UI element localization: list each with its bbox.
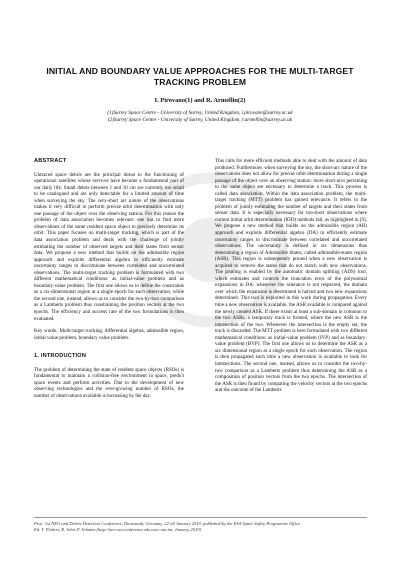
footer-line-2: Ed. T. Flohrer, R. Jehn, F. Schmitz (http://neo-sst-conference.sdo.esoc.esa.int, January 2019) [34,527,201,533]
affiliation-1: (1)Surrey Space Centre - University of Surrey, United Kingdom, i.pirovano@surrey.ac.uk [107,110,293,116]
affiliations [40,110,360,125]
introduction-heading: 1. INTRODUCTION [34,353,87,360]
left-column [34,158,184,406]
footer [34,521,367,533]
footer-divider [34,517,367,518]
paper-title: INITIAL AND BOUNDARY VALUE APPROACHES FOR THE MULTI-TARGET TRACKING PROBLEM [46,66,354,87]
introduction-text: The problem of determining the state of resident space objects (RSOs) is fundamental to maintain a collision-free environment in space, predict space events and perform activities. Due to the development of new observing technologies and the ever-growing number of RSOs, the number of observations available is increasing by the day. [34,366,184,399]
keywords: Key words: Multi-target tracking, differential algebra, admissible region, initial value problem, boundary value problem. [34,328,184,341]
paper-authors: I. Pirovano(1) and R. Armellin(2) [154,97,246,104]
right-column-text: This calls for more efficient methods able to deal with the amount of data produced. Furthermore, when surveying the sky, the short-arc nature of the observations does not allow for precise orbit determination during a single passage of the object over an observing station: more short-arcs pertaining to the same object are necessary to determine a track. This process is called data association. Within the data association problem, the multi-target tracking (MTT) problem has gained relevance. It refers to the problem of jointly estimating the number of targets and their states from sensor data. It is especially necessary for too-short observations where current initial orbit determination (IOD) methods fail, as highlighted in [9]. We propose a new method that builds on the admissible region (AR) approach and exploits differential algebra (DA) to efficiently estimate uncertainty ranges to discriminate between correlated and uncorrelated observations. The uncertainty is defined in six dimensions thus determining a region of Admissible States, called admissible-states region (ASR). This region is subsequently pruned when a new observation is acquired to remove the states that do not match with new observations. The pruning is enabled by the automatic domain splitting (ADS) tool, which estimates and controls the truncation error of the polynomial expansions in DA: whenever the tolerance is not respected, the domain over which the expansion is determined is halved and two new expansions determined. This tool is exploited in this work during propagation. Every time a new observation is available, the ASR available is compared against the newly created ASR. If there exists at least a sub-domain in common to the two ASRs, a temporary track is formed, where the new ASR is the intersection of the two. Whenever the intersection is the empty set, the track is discarded. The MTT problem is here formulated with two different mathematical conditions: as initial-value problem (IVP) and as boundary-value problem (BVP). The first one allows us to determine the ASR as a six dimensional region at a single epoch for each observation. The region is then propagated each time a new observation is available to look for intersections. The second one, instead, allows us to consider the two-by-two comparison as a Lamberts problem thus determining the ASR as a composition of position vectors from the two epochs. The intersection of the ASR is then found by comparing the velocity vectors at the two epochs and the outcome of the Lamberts [215,158,367,394]
affiliation-2: (2)Surrey Space Centre - University of Surrey, United Kingdom, r.armellin@surrey.ac.uk [107,117,293,124]
abstract-heading: ABSTRACT [34,158,67,164]
abstract-text: Untraced space debris are the principal threat to the functioning of operational satellites whose services have become a fundamental part of our daily life. Small debris between 1 and 10 cm are currently too small to be catalogued and are only detectable for a limited amount of time when surveying the sky. The very-short arc nature of the observations makes it very difficult to perform precise orbit determination with only one passage of the object over the observing station. For this reason the problem of data association becomes relevant: one has to find more observations of the same resident space object to precisely determine its orbit. This paper focuses on multi-target tracking, which is part of the data association problem and deals with the challenge of jointly estimating the number of observed targets and their states from sensor data. We propose a new method that builds on the admissible region approach and exploits differential algebra to efficiently estimate uncertainty ranges to discriminate between correlated and uncorrelated observations. The multi-target tracking problem is formulated with two different mathematical conditions: as initial-value problem and as boundary-value problem. The first one allows us to define the constraints as a six-dimensional region at a single epoch for each observation, while the second one, instead, allows us to consider the two-by-two comparison as a Lamberts problem thus constraining the position vectors at the two epochs. The efficiency and success rate of the two formulations is then evaluated. [34,171,184,322]
footer-line-1: Proc. 1st NEO and Debris Detection Conference, Darmstadt, Germany, 22-24 January 2019, published by the ESA Space Safety Programme Office [34,521,300,526]
right-column [215,158,367,400]
